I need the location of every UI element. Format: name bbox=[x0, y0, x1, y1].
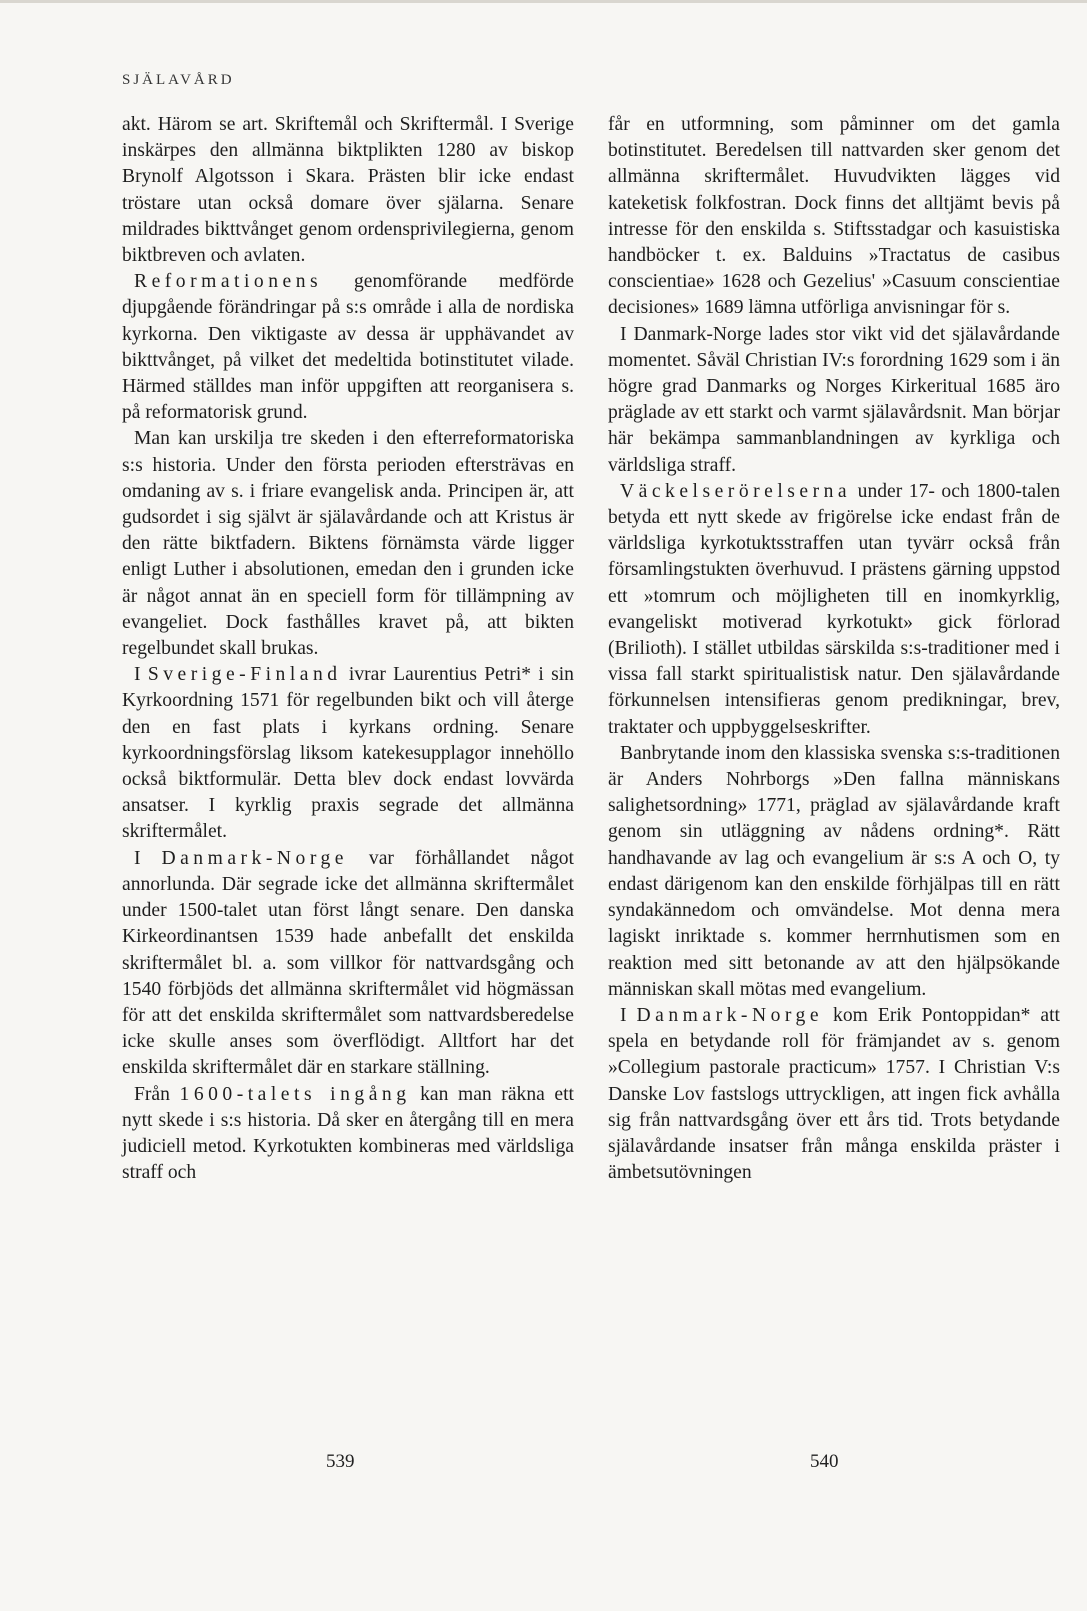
paragraph bbox=[122, 1082, 574, 1187]
scan-edge bbox=[0, 0, 1087, 3]
paragraph bbox=[608, 479, 1060, 741]
paragraph-text: Banbrytande inom den klassiska svenska s:s-traditionen är Anders Nohrborgs »Den fallna människans salighetsordning» 1771, präglad av själavårdande kraft genom sin utläggning av nådens ordning*. Rätt handhavande av lag och evangelium är s:s A och O, ty endast därigenom kan den enskilde förhjälpas till en rätt syndakännedom och omvändelse. Mot denna mera lagiskt inriktade s. kommer herrnhutismen som en reaktion med sitt betonande av att den hjälpsökande människan skall mötas med evangelium. bbox=[608, 742, 1060, 1000]
paragraph-text: akt. Härom se art. Skriftemål och Skriftermål. I Sverige inskärpes den allmänna biktplikten 1280 av biskop Brynolf Algotsson i Skara. Prästen blir icke endast tröstare utan också domare över själarna. Senare mildrades bikttvånget genom ordensprivilegierna, genom biktbreven och avlaten. bbox=[122, 114, 574, 267]
running-head: SJÄLAVÅRD bbox=[122, 72, 235, 88]
paragraph bbox=[608, 741, 1060, 1003]
paragraph bbox=[122, 662, 574, 845]
left-column bbox=[122, 112, 574, 1186]
spaced-heading-term: Danmark-Norge bbox=[636, 1004, 824, 1026]
page-number-left: 539 bbox=[326, 1451, 355, 1472]
paragraph bbox=[608, 322, 1060, 479]
paragraph bbox=[122, 269, 574, 426]
right-column bbox=[608, 112, 1060, 1186]
paragraph-text: I bbox=[620, 1004, 637, 1026]
paragraph bbox=[122, 426, 574, 662]
paragraph-text: genomförande medförde djupgående förändringar på s:s område i alla de nordiska kyrkorna. Den viktigaste av dessa är upphävandet av bikttvånget, på vilket det medeltida botinstitutet vilade. Härmed ställdes man inför uppgiften att reorganisera s. på reformatorisk grund. bbox=[122, 271, 574, 424]
spaced-heading-term: Danmark-Norge bbox=[161, 847, 348, 869]
page-number-right: 540 bbox=[810, 1451, 839, 1472]
paragraph bbox=[122, 846, 574, 1082]
paragraph bbox=[608, 1003, 1060, 1186]
spaced-heading-term: Väckelserörelserna bbox=[620, 480, 852, 502]
paragraph bbox=[608, 112, 1060, 322]
paragraph-text: kan man räkna ett nytt skede i s:s historia. Då sker en återgång till en mera judiciell metod. Kyrkotukten kombineras med världsliga straff och bbox=[122, 1083, 574, 1184]
paragraph bbox=[122, 112, 574, 269]
paragraph-text: I bbox=[134, 847, 162, 869]
spaced-heading-term: 1600-talets ingång bbox=[179, 1083, 411, 1105]
paragraph-text: var förhållandet något annorlunda. Där segrade icke det allmänna skriftermålet under 1500-talet utan först långt senare. Den danska Kirkeordinantsen 1539 hade anbefallt det enskilda skriftermålet bl. a. som villkor för nattvardsgång och 1540 förbjöds det allmänna skriftermålet vid högmässan för att det enskilda skriftermålet som nattvardsberedelse icke skulle anses som överflödigt. Alltfort har det enskilda skriftermålet där en starkare ställning. bbox=[122, 847, 574, 1079]
paragraph-text: under 17- och 1800-talen betyda ett nytt skede av frigörelse icke endast från de världsliga kyrkotuktsstraffen utan tyvärr också från församlingstukten överhuvud. I prästens gärning uppstod ett »tomrum och möjligheten till en inomkyrklig, evangeliskt motiverad kyrkotukt» gick förlorad (Brilioth). I stället utbildas särskilda s:s-traditioner med i vissa fall starkt spiritualistisk natur. Den själavårdande förkunnelsen intensifieras genom predikningar, brev, traktater och uppbyggelseskrifter. bbox=[608, 480, 1060, 738]
paragraph-text: ivrar Laurentius Petri* i sin Kyrkoordning 1571 för regelbunden bikt och vill återge den en fast plats i kyrkans ordning. Senare kyrkoordningsförslag liksom katekesupplagor innehöllo också biktformulär. Detta blev dock endast lovvärda ansatser. I kyrklig praxis segrade det allmänna skriftermålet. bbox=[122, 664, 574, 843]
paragraph-text: I Danmark-Norge lades stor vikt vid det själavårdande momentet. Såväl Christian IV:s forordning 1629 som i än högre grad Danmarks og Norges Kirkeritual 1685 äro präglade av ett starkt och varmt själavårdsnit. Man börjar här bekämpa sammanblandningen av kyrkliga och världsliga straff. bbox=[608, 323, 1060, 476]
paragraph-text: kom Erik Pontoppidan* att spela en betydande roll för främjandet av s. genom »Collegium pastorale practicum» 1757. I Christian V:s Danske Lov fastslogs uttryckligen, att ingen fick avhålla sig från nattvardsgång över ett års tid. Trots betydande själavårdande insatser från många enskilda präster i ämbetsutövningen bbox=[608, 1004, 1060, 1184]
paragraph-text: Från bbox=[134, 1083, 180, 1105]
paragraph-text: Man kan urskilja tre skeden i den efterreformatoriska s:s historia. Under den första perioden eftersträvas en omdaning av s. i friare evangelisk anda. Principen är, att gudsordet i sig självt är själavårdande och att Kristus är den rätte biktfadern. Biktens förnämsta värde ligger enligt Luther i absolutionen, emedan den i grunden icke är något annat än en speciell form för tillämpning av evangeliet. Dock fasthålles kravet på, att bikten regelbundet skall brukas. bbox=[122, 428, 574, 660]
spaced-heading-term: Reformationens bbox=[134, 271, 323, 293]
spaced-heading-term: Sverige-Finland bbox=[147, 664, 342, 686]
paragraph-text: får en utformning, som påminner om det gamla botinstitutet. Beredelsen till nattvarden sker genom det allmänna skriftermålet. Huvudvikten lägges vid kateketisk folkfostran. Dock finns det alltjämt bevis på intresse för den enskilda s. Stiftsstadgar och kasuistiska handböcker t. ex. Balduins »Tractatus de casibus conscientiae» 1628 och Gezelius' »Casuum conscientiae decisiones» 1689 lämna utförliga anvisningar för s. bbox=[608, 114, 1060, 319]
paragraph-text: I bbox=[134, 664, 148, 686]
